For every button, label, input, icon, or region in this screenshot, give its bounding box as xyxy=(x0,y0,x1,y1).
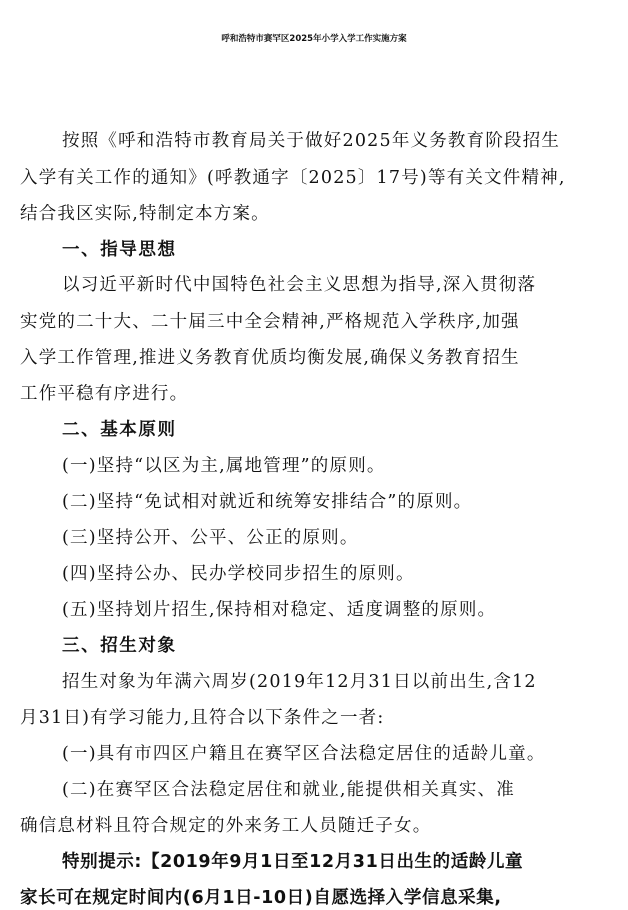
principle-item-2: (二)坚持“免试相对就近和统筹安排结合”的原则。 xyxy=(62,492,473,512)
section-2-heading: 二、基本原则 xyxy=(62,420,177,440)
eligibility-item-2-cont: 确信息材料且符合规定的外来务工人员随迁子女。 xyxy=(20,816,432,836)
special-notice-line-2: 家长可在规定时间内(6月1日-10日)自愿选择入学信息采集, xyxy=(20,888,502,908)
intro-line-3: 结合我区实际,特制定本方案。 xyxy=(20,204,270,224)
section-1-line-2: 实党的二十大、二十届三中全会精神,严格规范入学秩序,加强 xyxy=(20,312,520,332)
section-1-line-1: 以习近平新时代中国特色社会主义思想为指导,深入贯彻落 xyxy=(62,275,537,295)
section-3-heading: 三、招生对象 xyxy=(62,636,177,656)
intro-line-2: 入学有关工作的通知》(呼教通字〔2025〕17号)等有关文件精神, xyxy=(20,168,566,188)
document-title: 呼和浩特市赛罕区2025年小学入学工作实施方案 xyxy=(221,34,407,44)
principle-item-3: (三)坚持公开、公平、公正的原则。 xyxy=(62,528,359,548)
special-notice-line-1: 特别提示:【2019年9月1日至12月31日出生的适龄儿童 xyxy=(62,852,524,872)
eligibility-item-1: (一)具有市四区户籍且在赛罕区合法稳定居住的适龄儿童。 xyxy=(62,744,546,764)
section-3-line-2: 月31日)有学习能力,且符合以下条件之一者: xyxy=(20,708,385,728)
principle-item-5: (五)坚持划片招生,保持相对稳定、适度调整的原则。 xyxy=(62,600,497,620)
principle-item-1: (一)坚持“以区为主,属地管理”的原则。 xyxy=(62,456,386,476)
section-1-heading: 一、指导思想 xyxy=(62,240,177,260)
intro-line-1: 按照《呼和浩特市教育局关于做好2025年义务教育阶段招生 xyxy=(62,131,561,151)
principle-item-4: (四)坚持公办、民办学校同步招生的原则。 xyxy=(62,564,415,584)
section-1-line-4: 工作平稳有序进行。 xyxy=(20,384,189,404)
section-1-line-3: 入学工作管理,推进义务教育优质均衡发展,确保义务教育招生 xyxy=(20,348,520,368)
section-3-line-1: 招生对象为年满六周岁(2019年12月31日以前出生,含12 xyxy=(62,672,537,692)
eligibility-item-2: (二)在赛罕区合法稳定居住和就业,能提供相关真实、准 xyxy=(62,780,515,800)
